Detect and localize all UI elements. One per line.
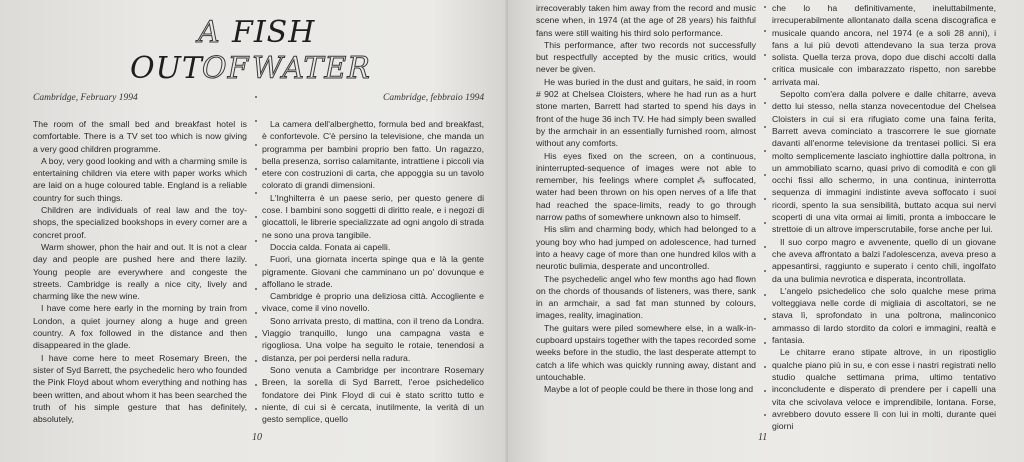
paragraph: Children are individuals of real law and the toy-shops, the specialized bookshops in every corner are a concret proof. bbox=[33, 205, 247, 240]
paragraph: His slim and charming body, which had belonged to a young boy who had jumped on adolescence, had turned into a heavy cage of more than one hundred kilos with a neurotic bulimia, desperate and uncontrolled. bbox=[536, 224, 756, 272]
title-word-of: OF bbox=[202, 51, 250, 86]
article-title bbox=[110, 16, 410, 96]
left-italian-column bbox=[262, 118, 484, 425]
paragraph: Le chitarre erano stipate altrove, in un ripostiglio qualche piano più in su, e con esse i nastri registrati nello studio qualche settimana prima, ultimo tentativo inconcludente e disperato di prendere per i capelli una vita che scivolava veloce e imprendibile, lontana. Forse, avrebbero dovuto essere lì con lui in molti, durante quei giorni bbox=[772, 347, 996, 432]
column-divider-dots bbox=[255, 96, 259, 418]
title-word-fish: FISH bbox=[232, 15, 316, 50]
paragraph: I have come here early in the morning by train from London, a quiet journey along a huge and green country. A fox followed in the distance and then disappeared in the glade. bbox=[33, 303, 247, 351]
paragraph: This performance, after two records not successfully but respectfully accepted by the music critics, would never be given. bbox=[536, 39, 756, 75]
paragraph: Fuori, una giornata incerta spinge qua e là la gente pigramente. Giovani che camminano un po' dovunque e affollano le strade. bbox=[262, 254, 484, 289]
paragraph: A boy, very good looking and with a charming smile is entertaining children via etere with paper works which are laid on a huge coloured table. England is a reliable country for such things. bbox=[33, 155, 247, 203]
left-english-column bbox=[33, 118, 247, 425]
right-italian-column bbox=[772, 2, 996, 432]
paragraph: che lo ha definitivamente, ineluttabilmente, irrecuperabilmente allontanato dalla scena discografica e musicale quando ancora, nel 1974 (e a soli 28 anni), i fans a lui più devoti attendevano la sua terza prova solista. Quella terza prova, dopo due dischi accolti dalla critica musicale con imbarazzato rispetto, non sarebbe arrivata mai. bbox=[772, 3, 996, 87]
paragraph: Cambridge è proprio una deliziosa città. Accogliente e vivace, come il vino novello. bbox=[262, 291, 484, 314]
page-number-right: 11 bbox=[758, 432, 768, 443]
title-word-a: A bbox=[198, 15, 221, 50]
paragraph: Maybe a lot of people could be there in those long and bbox=[544, 384, 754, 395]
right-page bbox=[508, 0, 1024, 462]
paragraph: Il suo corpo magro e avvenente, quello di un giovane che aveva affrontato a balzi l'adolescenza, aveva preso a appesantirsi, raggiunto e superato i cento chili, ingolfato da una bulimia nevrotica e disperata, incontrollata. bbox=[772, 236, 996, 284]
left-page bbox=[0, 0, 508, 462]
column-divider-dots bbox=[764, 6, 768, 418]
paragraph: Sepolto com'era dalla polvere e dalle chitarre, aveva detto lui stesso, nella stanza novecentodue del Chelsea Cloisters in cui si era rifugiato come una faina ferita, Barrett aveva cominciato a trascorrere le sue giornate davanti all'enorme televisione da trentasei pollici. Si era molto semplicemente lasciato inghiottire dalla poltrona, in un ammobiliato scarno, quasi privo di comodità e con gli occhi fissi allo schermo, in una continua, ininterrotta sequenza di immagini indistinte aveva soffocato i suoi ricordi, spento la sua sensibilità, buttato acqua sui nervi scoperti di una vita ormai ai limiti, pronta a imboccare le strettoie di un altrove imperscrutabile, forse anche per lui. bbox=[772, 89, 996, 235]
title-word-water: WATER bbox=[252, 51, 371, 86]
paragraph: His eyes fixed on the screen, on a continuous, ininterrupted-sequence of images were not able to remember, his feelings where complet⁂ suffocated, water had been thrown on his open nerves of a life that had reached the space-limits, ready to go through narrow paths of somewhere unknown also to himself. bbox=[536, 150, 756, 223]
paragraph: irrecoverably taken him away from the record and music scene when, in 1974 (at the age of 28 years) his faithful fans were still waiting his third solo performance. bbox=[536, 3, 756, 38]
paragraph: L'Inghilterra è un paese serio, per questo genere di cose. I bambini sono soggetti di diritto reale, e i negozi di giocattoli, le librerie specializzate ad ogni angolo di strada ne sono una prova tangibile. bbox=[262, 192, 484, 240]
paragraph: Warm shower, phon the hair and out. It is not a clear day and people are pushed here and there lazily. Young people are everywhere and congeste the streets. Cambridge is really a nice city, lively and charming like the new wine. bbox=[33, 241, 247, 302]
dateline-italian: Cambridge, febbraio 1994 bbox=[383, 93, 485, 103]
paragraph: Sono arrivata presto, di mattina, con il treno da Londra. Viaggio tranquillo, lungo una campagna vasta e rigogliosa. Una volpe ha seguito le rotaie, tenendosi a distanza, per poi perdersi nella radura. bbox=[262, 315, 484, 363]
paragraph: I have come here to meet Rosemary Breen, the sister of Syd Barrett, the psychedelic hero who founded the Pink Floyd about whom everything and nothing has been written, and about whom it has been searched the truth of his simple gesture that has definitely, absolutely, bbox=[33, 352, 247, 425]
paragraph: The psychedelic angel who few months ago had flown on the chords of thousands of listeners, was there, sank in an armchair, a sad fat man stunned by colours, images, reality, imagination. bbox=[536, 273, 756, 321]
paragraph: The guitars were piled somewhere else, in a walk-in-cupboard upstairs together with the tapes recorded some weeks before in the studio, the last desperate attempt to catch a life which was quickly running away, distant and untouchable. bbox=[536, 322, 756, 382]
dateline-english: Cambridge, February 1994 bbox=[33, 93, 138, 103]
paragraph: The room of the small bed and breakfast hotel is comfortable. There is a TV set too which is now giving a very good children programme. bbox=[33, 119, 247, 154]
page-number-left: 10 bbox=[252, 432, 262, 443]
paragraph: Doccia calda. Fonata ai capelli. bbox=[270, 241, 391, 252]
paragraph: Sono venuta a Cambridge per incontrare Rosemary Breen, la sorella di Syd Barrett, l'eroe psichedelico fondatore dei Pink Floyd di cui è stato scritto tutto e niente, di cui si è cercata, inutilmente, la verità di un gesto semplice, quello bbox=[262, 364, 484, 425]
paragraph: He was buried in the dust and guitars, he said, in room # 902 at Chelsea Cloisters, where he had run as a hurt stone marten, Barrett had started to spend his days in front of the huge 36 inch TV. He had simply been swalled by the armchair in an essentially furnished room, almost without any comforts. bbox=[536, 76, 756, 149]
right-english-column bbox=[536, 2, 756, 396]
paragraph: L'angelo psichedelico che solo qualche mese prima volteggiava nelle corde di migliaia di ascoltatori, se ne stava lì, sprofondato in una poltrona, malinconico ammasso di lardo stordito da colori e immagini, realtà e fantasia. bbox=[772, 285, 996, 346]
title-word-out: OUT bbox=[130, 51, 203, 86]
paragraph: La camera dell'alberghetto, formula bed and breakfast, è confortevole. C'è persino la televisione, che manda un programma per bambini proprio ben fatto. Un ragazzo, bella presenza, sorriso calamitante, intrattiene i piccoli via etere con costruzioni di carta, che appoggia su un tavolo colorato di grandi dimensioni. bbox=[262, 119, 484, 191]
